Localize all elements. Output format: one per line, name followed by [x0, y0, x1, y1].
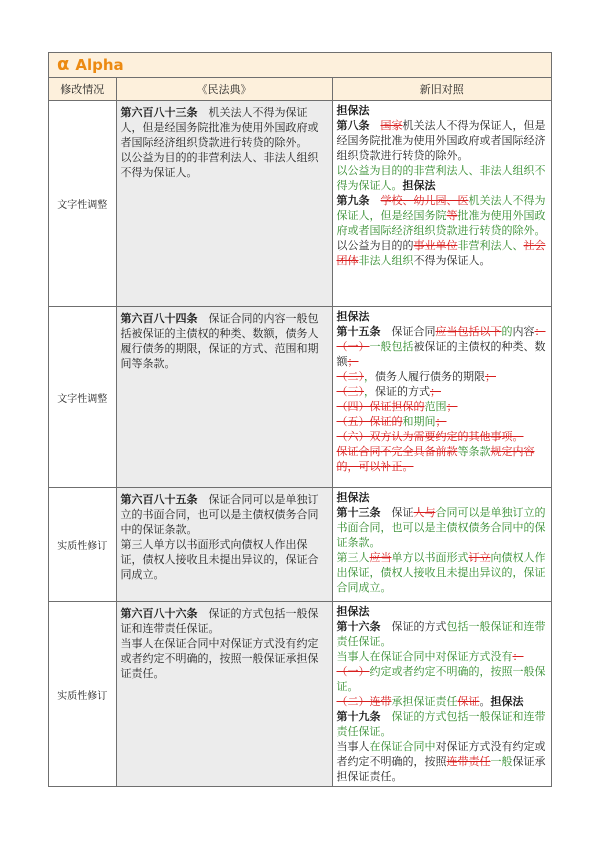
deleted-text: 订立	[468, 551, 491, 564]
deleted-text: （三）	[336, 385, 364, 398]
article-heading: 第十五条	[336, 325, 381, 338]
deleted-text: 保证	[457, 695, 480, 708]
added-text: 承担保证责任	[391, 695, 458, 708]
unchanged-text: 对保证方式没有约定或者约定不明确的，按照	[336, 740, 546, 768]
text-line	[337, 550, 549, 595]
header-comparison: 新旧对照	[332, 78, 551, 101]
text-line	[337, 649, 549, 664]
article-heading: 第九条	[336, 194, 370, 207]
added-text: 约定或者约定不明确的，按照一般保证。	[336, 665, 546, 693]
article-heading: 担保法	[336, 491, 370, 504]
table-row	[49, 307, 551, 488]
article-heading: 第六百八十六条	[120, 607, 198, 620]
added-text: 一般包括	[369, 340, 414, 353]
article-heading: 第六百八十三条	[120, 106, 198, 119]
unchanged-text: 当事人	[336, 740, 370, 753]
added-text: 一般	[490, 755, 513, 768]
table-row	[49, 101, 551, 307]
article-heading: 第十九条	[336, 710, 381, 723]
unchanged-text: 债务人履行债务的期限	[375, 370, 485, 383]
deleted-text: ：	[534, 325, 546, 338]
deleted-text: 社会团体	[336, 239, 546, 267]
deleted-text: ；	[446, 400, 458, 413]
text-line	[337, 664, 549, 694]
text-line	[337, 324, 549, 339]
comparison-document	[48, 52, 552, 787]
deleted-text: （六）双方认为需要约定的其他事项。	[336, 430, 524, 443]
added-text: ，	[364, 370, 375, 383]
unchanged-text: 不得为保证人。	[413, 254, 491, 267]
added-text: ，	[364, 385, 375, 398]
deleted-text: ；	[347, 355, 359, 368]
brand-bar	[49, 53, 551, 78]
article-heading: 第六百八十五条	[120, 493, 198, 506]
article-heading: 第六百八十四条	[120, 312, 198, 325]
added-text: 非法人组织	[358, 254, 414, 267]
added-text: 单方以书面形式	[391, 551, 469, 564]
added-text: 当事人在保证合同中对保证方式没有	[336, 650, 513, 663]
added-text: 以公益为目的的非营利法人、非法人组织不得为保证人。	[336, 164, 546, 192]
text-line	[337, 339, 549, 369]
text-line	[337, 414, 549, 429]
civil-code-cell	[116, 602, 332, 787]
change-type: 文字性调整	[49, 101, 116, 307]
added-text: 保证的方式包括一般保证和连带责任保证。	[336, 710, 546, 738]
deleted-text: （一）	[336, 340, 370, 353]
text-line	[337, 694, 549, 709]
deleted-text: （二）连带	[336, 695, 392, 708]
deleted-text: 规定内容的，可以补正。	[336, 445, 535, 473]
text-line	[337, 490, 549, 505]
added-text: 的	[501, 325, 513, 338]
text-line	[337, 309, 549, 324]
added-text: 和期间	[402, 415, 436, 428]
text-line	[337, 709, 549, 739]
added-text: 第三人	[336, 551, 370, 564]
table-row	[49, 602, 551, 787]
table-row	[49, 488, 551, 602]
article-heading: 第八条	[336, 119, 370, 132]
text-line	[121, 150, 329, 180]
unchanged-text: 第三人单方以书面形式向债权人作出保证，债权人接收且未提出异议的，保证合同成立。	[120, 538, 319, 581]
added-text: 非营利法人、	[457, 239, 524, 252]
text-line	[337, 163, 549, 193]
deleted-text: 事业单位	[413, 239, 458, 252]
text-line	[337, 739, 549, 784]
added-text: 合同可以是单独订立的书面合同，也可以是主债权债务合同中的保证条款。	[336, 506, 546, 549]
text-line	[337, 369, 549, 384]
text-line	[337, 604, 549, 619]
text-line	[121, 311, 329, 371]
unchanged-text: 保证合同	[380, 325, 436, 338]
article-heading: 担保法	[336, 310, 370, 323]
added-text: 等条款	[457, 445, 491, 458]
text-line	[121, 105, 329, 150]
article-heading: 担保法	[402, 179, 436, 192]
unchanged-text: 以公益为目的的	[336, 239, 414, 252]
added-text: 包括一般保证和连带责任保证。	[336, 620, 546, 648]
text-line	[121, 606, 329, 636]
text-line	[337, 399, 549, 414]
unchanged-text: 保证合同可以是单独订立的书面合同，也可以是主债权债务合同中的保证条款。	[120, 493, 319, 536]
old-new-cell	[332, 488, 551, 602]
deleted-text: 应当	[369, 551, 392, 564]
unchanged-text: 机关法人不得为保证人，但是经国务院批准为使用外国政府或者国际经济组织贷款进行转贷的除外。	[120, 106, 319, 149]
text-line	[121, 636, 329, 681]
change-type: 实质性修订	[49, 602, 116, 787]
added-text: 范围	[424, 400, 447, 413]
unchanged-text: 保证承担保证责任。	[336, 755, 546, 783]
deleted-text: 人与	[413, 506, 436, 519]
deleted-text: （一）	[336, 665, 370, 678]
unchanged-text: 保证的方式包括一般保证和连带责任保证。	[120, 607, 319, 635]
deleted-text: 等	[446, 209, 458, 222]
article-heading: 第十三条	[336, 506, 381, 519]
deleted-text: ：	[512, 650, 524, 663]
unchanged-text: 以公益为目的的非营利法人、非法人组织不得为保证人。	[120, 151, 319, 179]
civil-code-cell	[116, 488, 332, 602]
text-line	[337, 444, 549, 474]
added-text: 在保证合同中	[369, 740, 436, 753]
unchanged-text: 内容	[512, 325, 535, 338]
unchanged-text	[370, 194, 381, 207]
deleted-text: （四）保证担保的	[336, 400, 425, 413]
unchanged-text: 。	[479, 695, 491, 708]
article-heading: 第十六条	[336, 620, 381, 633]
text-line	[337, 193, 549, 238]
deleted-text: ；	[430, 385, 441, 398]
unchanged-text: 保证合同的内容一般包括被保证的主债权的种类、数额，债务人履行债务的期限，保证的方式、范围和期间等条款。	[120, 312, 319, 370]
old-new-cell	[332, 307, 551, 488]
unchanged-text: 机关法人不得为保证人，但是经国务院批准为使用外国政府或者国际经济组织贷款进行转贷的除外。	[336, 119, 546, 162]
table-header-row	[49, 78, 551, 101]
change-type: 文字性调整	[49, 307, 116, 488]
unchanged-text	[381, 710, 392, 723]
text-line	[337, 619, 549, 649]
deleted-text: 连带责任	[446, 755, 491, 768]
added-text: 机关法人不得为保证人，但是经国务院	[336, 194, 546, 222]
alpha-logo	[57, 56, 124, 74]
added-text: 批准为使用外国政府或者国际经济组织贷款进行转贷的除外。	[336, 209, 546, 237]
article-heading: 担保法	[490, 695, 524, 708]
deleted-text: 国家	[380, 119, 403, 132]
text-line	[121, 537, 329, 582]
change-type: 实质性修订	[49, 488, 116, 602]
deleted-text: 应当包括以下	[435, 325, 502, 338]
article-heading: 担保法	[336, 104, 370, 117]
unchanged-text: 保证的方式	[380, 620, 447, 633]
old-new-cell	[332, 602, 551, 787]
article-heading: 担保法	[336, 605, 370, 618]
alpha-logo-icon: α	[57, 54, 70, 75]
civil-code-cell	[116, 101, 332, 307]
header-civil-code: 《民法典》	[116, 78, 332, 101]
deleted-text: 学校、幼儿园、医	[380, 194, 469, 207]
deleted-text: ；	[435, 415, 447, 428]
alpha-logo-text: Alpha	[75, 56, 124, 74]
deleted-text: ；	[485, 370, 496, 383]
text-line	[337, 118, 549, 163]
deleted-text: 保证合同不完全具备前款	[336, 445, 458, 458]
unchanged-text: 被保证的主债权的种类、数额	[336, 340, 546, 368]
unchanged-text	[370, 119, 381, 132]
old-new-cell	[332, 101, 551, 307]
header-kind: 修改情况	[49, 78, 116, 101]
text-line	[337, 238, 549, 268]
added-text: 向债权人作出保证，债权人接收且未提出异议的，保证合同成立。	[336, 551, 546, 594]
text-line	[337, 103, 549, 118]
text-line	[121, 492, 329, 537]
text-line	[337, 429, 549, 444]
unchanged-text: 保证的方式	[375, 385, 430, 398]
deleted-text: （五）保证的	[336, 415, 403, 428]
comparison-table	[49, 78, 551, 786]
text-line	[337, 505, 549, 550]
unchanged-text: 当事人在保证合同中对保证方式没有约定或者约定不明确的，按照一般保证承担保证责任。	[120, 637, 319, 680]
civil-code-cell	[116, 307, 332, 488]
deleted-text: （二）	[336, 370, 364, 383]
unchanged-text: 保证	[380, 506, 414, 519]
text-line	[337, 384, 549, 399]
